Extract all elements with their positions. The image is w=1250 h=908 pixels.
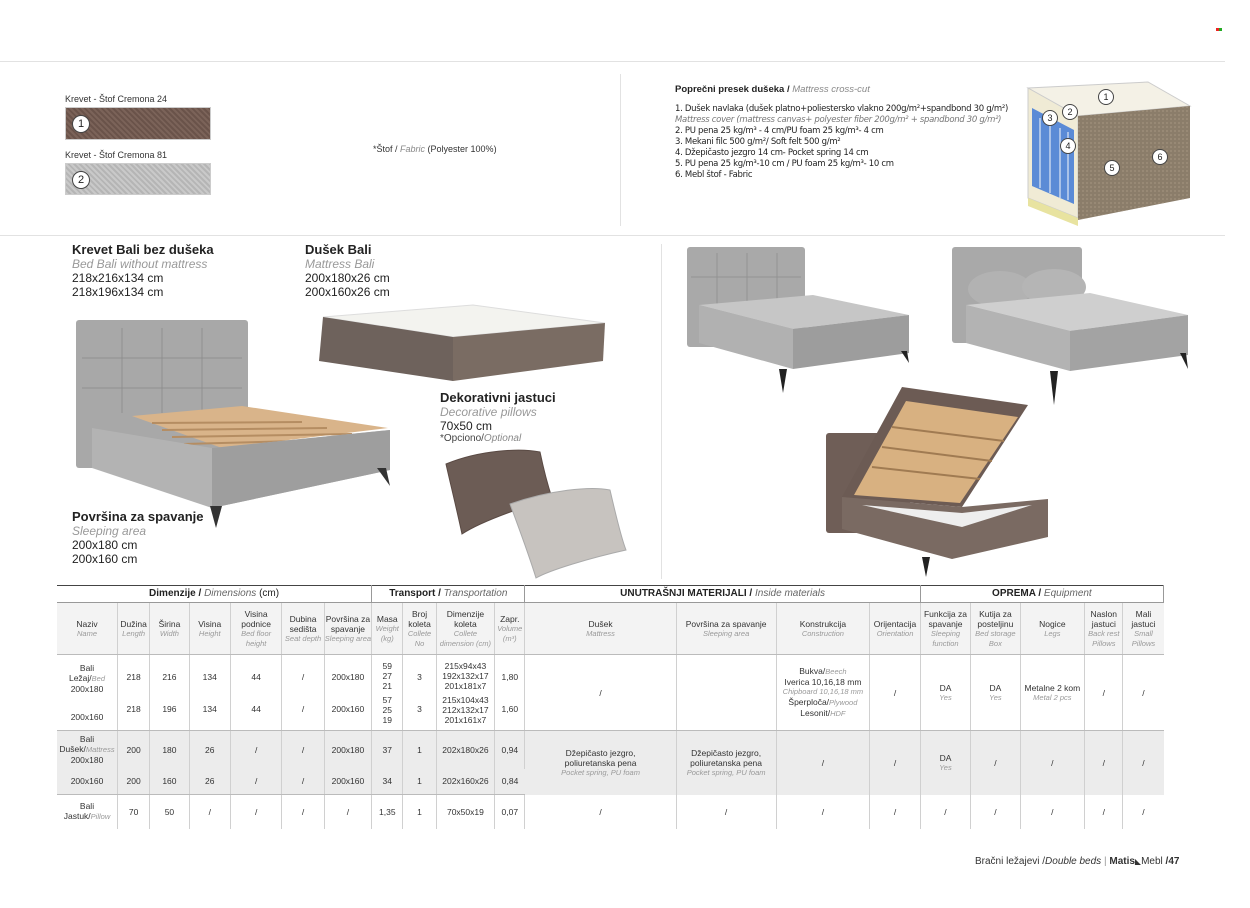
table-group-row (57, 586, 1164, 603)
table-header-row (57, 603, 1164, 655)
cell-width: 180 (150, 731, 189, 769)
cell-seat-depth: / (282, 795, 324, 829)
cross-cut-line: 4. Džepičasto jezgro 14 cm- Pocket spring 14 cm (675, 148, 869, 158)
section-divider (0, 235, 1225, 236)
column-header-label: Naziv (76, 618, 98, 629)
cut-badge-3: 3 (1042, 110, 1058, 126)
column-header-label-en: Back rest Pillows (1088, 628, 1120, 648)
cell-sleep-area: / (324, 795, 371, 829)
column-header-label: Širina (158, 618, 181, 629)
group-label: Dimenzije / (149, 588, 205, 599)
table-row-pillow (57, 795, 1164, 829)
column-header-label-en: Seat depth (284, 633, 322, 643)
column-header-label-en: Collete No (407, 628, 432, 648)
cell-sleep-function: / (920, 795, 970, 829)
cut-badge-1: 1 (1098, 89, 1114, 105)
column-header (189, 603, 230, 655)
sleep-area-dim: 200x160 cm (72, 552, 138, 566)
cell-name: Bali Jastuk/Pillow (57, 795, 118, 829)
cell-mattress: / (525, 795, 676, 829)
group-label: OPREMA / (992, 588, 1044, 599)
column-header-label: Orijentacija (873, 618, 917, 629)
cross-cut-line: Mattress cover (mattress canvas+ polyester fiber 200g/m² + spandbond 30 g/m²) (675, 115, 1002, 125)
cut-badge-5: 5 (1104, 160, 1120, 176)
bed-subtitle: Bed Bali without mattress (72, 257, 208, 271)
brand-mark-icon: ◣ (1134, 857, 1142, 866)
bed-title: Krevet Bali bez dušeka (72, 242, 214, 257)
column-header (525, 603, 676, 655)
row-name2: Ležaj/ (68, 673, 92, 683)
bed-dim: 218x196x134 cm (72, 285, 164, 299)
fabric-swatch-cremona-81 (65, 163, 211, 195)
group-label-en: Dimensions (204, 588, 257, 599)
cell-floor-height: / (230, 769, 281, 795)
column-header-label-en: Mattress (586, 628, 615, 638)
cell-length: 70 (118, 795, 150, 829)
column-header-label: Kutija za posteljinu (977, 608, 1014, 629)
cell-collete-no: 1 (403, 731, 436, 769)
cross-cut-title-en: Mattress cross-cut (792, 84, 870, 95)
cell-collete-dim: 202x180x26 (436, 731, 494, 769)
top-divider (0, 61, 1225, 62)
group-dimensions (57, 586, 372, 603)
column-header-label-en: Sleeping area (324, 633, 372, 643)
cell-floor-height: / (230, 731, 281, 769)
cell-volume: 0,84 (495, 769, 525, 795)
cut-badge-4: 4 (1060, 138, 1076, 154)
cell-collete-no: 1 (403, 769, 436, 795)
column-header-label: Konstrukcija (799, 618, 847, 629)
cut-badge-2: 2 (1062, 104, 1078, 120)
page-footer: Bračni ležajevi /Double beds | Matis◣Mebl /47 (975, 856, 1180, 867)
column-header-label-en: Length (122, 628, 146, 638)
group-transport (372, 586, 525, 603)
cell-storage-box: / (971, 731, 1020, 795)
cell-height: 26 (189, 769, 230, 795)
column-header (1020, 603, 1085, 655)
cell-volume: 0,07 (495, 795, 525, 829)
mattress-dim: 200x160x26 cm (305, 285, 390, 299)
cell-construction: / (776, 795, 870, 829)
vertical-divider (620, 74, 621, 226)
column-header-label: Površina za spavanje (685, 618, 767, 629)
cross-cut-list (675, 104, 1015, 181)
cell-mass: 34 (372, 769, 403, 795)
column-header-label: Naslon jastuci (1090, 608, 1118, 629)
row-size: 200x160 (70, 712, 104, 722)
cell-back-pillows: / (1085, 655, 1123, 731)
cell-construction: Bukva/Beech Iverica 10,16,18 mm Chipboard 10,16,18 mm Šperploča/Plywood Lesonit/HDF (776, 655, 870, 731)
cell-name: Bali Dušek/Mattress 200x180 (57, 731, 118, 769)
cell-orientation: / (870, 731, 920, 795)
cell-seat-depth: / (282, 731, 324, 769)
row-name: Bali (79, 663, 95, 673)
column-header (971, 603, 1020, 655)
swatch-number-1: 1 (72, 115, 90, 133)
column-header (920, 603, 970, 655)
brand-logo: Matis (1109, 856, 1135, 867)
cell-width: 216 196 (150, 655, 189, 731)
group-label: Transport / (389, 588, 444, 599)
mattress-dim: 200x180x26 cm (305, 271, 390, 285)
bed-photo-1 (683, 245, 913, 395)
footer-section: Bračni ležajevi / (975, 856, 1046, 867)
mattress-image (313, 303, 609, 385)
mattress-title: Dušek Bali (305, 242, 372, 257)
column-header-label-en: Small Pillows (1131, 628, 1156, 648)
cell-small-pillows: / (1142, 806, 1145, 817)
cross-cut-line: 1. Dušek navlaka (dušek platno+poliestersko vlakno 200g/m²+spandbond 30 g/m²) (675, 104, 1008, 114)
cell-seat-depth: / / (282, 655, 324, 731)
cell-collete-dim: 70x50x19 (436, 795, 494, 829)
sleep-area-title: Površina za spavanje (72, 509, 204, 524)
fabric-note-pre: *Štof / (373, 144, 401, 154)
column-header (676, 603, 776, 655)
bed-photo-2 (950, 245, 1195, 407)
column-header-label: Zapr. (500, 613, 520, 624)
column-header (150, 603, 189, 655)
column-header-label: Nogice (1039, 618, 1066, 629)
swatch-number-2: 2 (72, 171, 90, 189)
column-header-label-en: Bed floor height (241, 628, 272, 648)
column-header (436, 603, 494, 655)
cell-legs: Metalne 2 kom Metal 2 pcs (1020, 655, 1085, 731)
table-row-mattress-180 (57, 731, 1164, 769)
column-header-label: Dimenzije koleta (446, 608, 485, 629)
group-label-post: (cm) (256, 588, 280, 599)
column-header-label: Površina za spavanje (325, 613, 371, 634)
color-marker (1216, 18, 1224, 24)
column-header-label-en: Height (198, 628, 221, 638)
pillows-optional-en: Optional (483, 433, 522, 444)
column-header-label-en: Orientation (876, 628, 914, 638)
group-inside-materials (525, 586, 920, 603)
cell-length: 218 218 (118, 655, 150, 731)
column-header-label: Broj koleta (408, 608, 431, 629)
cell-volume: 0,94 (495, 731, 525, 769)
cell-mattress: Džepičasto jezgro, poliuretanska pena Pocket spring, PU foam (525, 731, 676, 795)
group-label-en: Transportation (443, 588, 508, 599)
pillows-optional: *Opciono/ (440, 433, 484, 444)
cell-storage-box: / (971, 795, 1020, 829)
cell-mass: 59 27 21 57 25 19 (372, 655, 403, 731)
column-header (324, 603, 371, 655)
cross-cut-title (675, 84, 870, 95)
column-header (1123, 603, 1164, 655)
sleep-area-dim: 200x180 cm (72, 538, 138, 552)
bed-info (72, 242, 214, 299)
cell-name: 200x160 (57, 769, 118, 795)
cell-height: / (189, 795, 230, 829)
cell-floor-height: / (230, 795, 281, 829)
cell-mass: 37 (372, 731, 403, 769)
column-header-label-en: Sleeping area (702, 628, 750, 638)
fabric-note-en: Fabric (400, 144, 426, 154)
row-name2-en: Bed (91, 674, 106, 683)
column-header (230, 603, 281, 655)
cell-legs: / (1020, 731, 1085, 795)
row-size: 200x180 (70, 684, 104, 694)
footer-section-en: Double beds (1045, 856, 1102, 867)
cell-collete-dim: 215x94x43 192x132x17 201x181x7 215x104x43 212x132x17 201x161x7 (436, 655, 494, 731)
group-equipment (920, 586, 1163, 603)
column-header-label-en: Width (159, 628, 179, 638)
column-header-label: Funkcija za spavanje (923, 608, 967, 629)
column-header-label: Dubina sedišta (289, 613, 317, 634)
column-header-label: Mali jastuci (1131, 608, 1156, 629)
cell-width: 160 (150, 769, 189, 795)
cell-mattress: / (525, 655, 676, 731)
mattress-info (305, 242, 390, 299)
group-label-en: Equipment (1043, 588, 1092, 599)
cut-badge-6: 6 (1152, 149, 1168, 165)
bed-dim: 218x216x134 cm (72, 271, 164, 285)
column-header-label-en: Construction (801, 628, 844, 638)
column-header (495, 603, 525, 655)
column-header-label-en: Collete dimension (cm) (439, 628, 492, 648)
cell-construction: / (776, 731, 870, 795)
sleep-area-subtitle: Sleeping area (72, 524, 147, 538)
cell-back-pillows: / (1085, 731, 1123, 795)
column-header-label-en: Name (76, 628, 97, 638)
cell-collete-no: 3 3 (403, 655, 436, 731)
product-divider (661, 244, 662, 579)
column-header (403, 603, 436, 655)
column-header (776, 603, 870, 655)
cell-sleep-area: 200x180 200x160 (324, 655, 371, 731)
pillows-image (440, 446, 630, 580)
pillows-info (440, 390, 556, 444)
column-header (57, 603, 118, 655)
cell-seat-depth: / (282, 769, 324, 795)
cell-volume: 1,80 1,60 (495, 655, 525, 731)
cell-length: 200 (118, 731, 150, 769)
pillows-dim: 70x50 cm (440, 419, 493, 433)
cell-legs: / (1020, 795, 1085, 829)
column-header-label: Dušek (588, 618, 613, 629)
column-header-label-en: Volume (m³) (497, 623, 523, 643)
column-header-label: Visina podnice (241, 608, 272, 629)
swatch-label-2: Krevet - Štof Cremona 81 (65, 150, 168, 160)
cell-small-pillows: / (1123, 655, 1164, 731)
cell-collete-no: 1 (403, 795, 436, 829)
cell-area-material (676, 655, 776, 731)
cell-area-material: / (676, 795, 776, 829)
cell-floor-height: 44 44 (230, 655, 281, 731)
cross-cut-line: 3. Mekani filc 500 g/m²/ Soft felt 500 g/m² (675, 137, 841, 147)
column-header-label-en: Bed storage Box (975, 628, 1016, 648)
group-label: UNUTRAŠNJI MATERIJALI / (620, 588, 755, 599)
swatch-label-1: Krevet - Štof Cremona 24 (65, 94, 168, 104)
cross-cut-line: 2. PU pena 25 kg/m³ - 4 cm/PU foam 25 kg/m³- 4 cm (675, 126, 884, 136)
cell-back-pillows: / (1085, 795, 1123, 829)
column-header (1085, 603, 1123, 655)
cell-orientation: / (870, 795, 920, 829)
column-header-label-en: Weight (kg) (375, 623, 399, 643)
cell-storage-box: DA Yes (971, 655, 1020, 731)
cell-sleep-area: 200x160 (324, 769, 371, 795)
bed-storage-photo (822, 387, 1052, 579)
column-header (282, 603, 324, 655)
column-header (118, 603, 150, 655)
cell-height: 26 (189, 731, 230, 769)
cell-height: 134 134 (189, 655, 230, 731)
cross-cut-line: 5. PU pena 25 kg/m³-10 cm / PU foam 25 kg/m³- 10 cm (675, 159, 894, 169)
column-header-label-en: Sleeping function (930, 628, 961, 648)
cell-name (57, 655, 118, 731)
cell-small-pillows: / (1123, 731, 1164, 795)
column-header-label-en: Legs (1044, 628, 1061, 638)
pillows-title: Dekorativni jastuci (440, 390, 556, 405)
fabric-note-post: (Polyester 100%) (425, 144, 497, 154)
cell-sleep-function: DA Yes (920, 655, 970, 731)
mattress-subtitle: Mattress Bali (305, 257, 375, 271)
brand-logo-2: Mebl (1141, 856, 1163, 867)
fabric-note (373, 144, 497, 154)
cross-cut-title-sr: Poprečni presek dušeka / (675, 84, 793, 95)
cell-area-material: Džepičasto jezgro, poliuretanska pena Pocket spring, PU foam (676, 731, 776, 795)
page-number: /47 (1165, 856, 1180, 867)
cell-width: 50 (150, 795, 189, 829)
column-header (870, 603, 920, 655)
column-header-label: Visina (198, 618, 222, 629)
cell-sleep-area: 200x180 (324, 731, 371, 769)
cell-orientation: / (870, 655, 920, 731)
cross-cut-line: 6. Mebl štof - Fabric (675, 170, 753, 180)
cell-collete-dim: 202x160x26 (436, 769, 494, 795)
column-header-label: Masa (376, 613, 398, 624)
column-header-label: Dužina (120, 618, 147, 629)
column-header (372, 603, 403, 655)
cell-length: 200 (118, 769, 150, 795)
pillows-subtitle: Decorative pillows (440, 405, 537, 419)
table-row-bed (57, 655, 1164, 731)
group-label-en: Inside materials (754, 588, 826, 599)
fabric-swatch-cremona-24 (65, 107, 211, 140)
cell-mass: 1,35 (372, 795, 403, 829)
cell-sleep-function: DA Yes (920, 731, 970, 795)
specs-table (57, 585, 1164, 829)
